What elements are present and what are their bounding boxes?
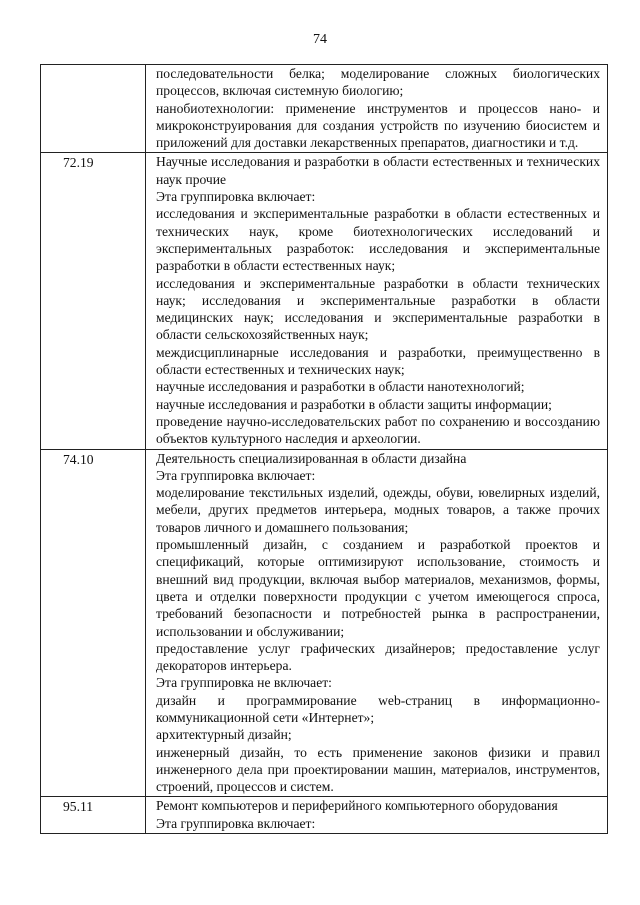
page-number: 74	[313, 32, 327, 47]
row-description	[146, 797, 608, 834]
description-line: предоставление услуг графических дизайнеров; предоставление услуг декораторов интерьера.	[156, 640, 600, 674]
row-description	[146, 65, 608, 153]
description-line: научные исследования и разработки в области нанотехнологий;	[156, 379, 525, 395]
description-line: междисциплинарные исследования и разработки, преимущественно в области естественных и технических наук;	[156, 344, 600, 378]
table-row	[41, 153, 608, 449]
row-code: 74.10	[41, 449, 146, 797]
description-line: Эта группировка включает:	[156, 815, 316, 831]
description-line: Научные исследования и разработки в области естественных и технических наук прочие	[156, 154, 600, 187]
table-row	[41, 797, 608, 834]
table-row	[41, 65, 608, 153]
description-line: Деятельность специализированная в области дизайна	[156, 450, 467, 466]
description-line: Эта группировка включает:	[156, 189, 316, 205]
description-line: промышленный дизайн, с созданием и разработкой проектов и спецификаций, которые оптимизируют использование, стоимость и внешний вид продукции, включая выбор материалов, механизмов, формы, цвета и отделки поверхности продукции с учетом имеющегося спроса, требований безопасности и потребностей рынка в распространении, использовании и обслуживании;	[156, 537, 600, 639]
description-line: последовательности белка; моделирование сложных биологических процессов, включая системную биологию;	[156, 66, 600, 99]
description-line: моделирование текстильных изделий, одежды, обуви, ювелирных изделий, мебели, других предметов интерьера, модных товаров, а также прочих товаров личного и домашнего пользования;	[156, 485, 600, 535]
description-line: дизайн и программирование web-страниц в информационно-коммуникационной сети «Интернет»;	[156, 692, 600, 725]
description-line: Эта группировка включает:	[156, 467, 316, 483]
row-description	[146, 153, 608, 449]
table-row	[41, 449, 608, 797]
row-code	[41, 65, 146, 153]
description-line: нанобиотехнологии: применение инструментов и процессов нано- и микроконструирования для создания устройств по изучению биосистем и приложений для доставки лекарственных препаратов, диагностики и т.д.	[156, 100, 600, 151]
description-line: исследования и экспериментальные разработки в области технических наук; исследования и экспериментальные разработки в области медицинских наук; исследования и экспериментальные разработки в области сельскохозяйственных наук;	[156, 275, 600, 343]
row-code: 72.19	[41, 153, 146, 449]
description-line: архитектурный дизайн;	[156, 727, 292, 743]
classification-table	[40, 64, 608, 834]
description-line: Эта группировка не включает:	[156, 675, 332, 691]
row-description	[146, 449, 608, 797]
row-code: 95.11	[41, 797, 146, 834]
description-line: инженерный дизайн, то есть применение законов физики и правил инженерного дела при проектировании машин, материалов, инструментов, строений, процессов и систем.	[156, 744, 600, 795]
description-line: проведение научно-исследовательских работ по сохранению и воссозданию объектов культурного наследия и археологии.	[156, 413, 600, 447]
description-line: Ремонт компьютеров и периферийного компьютерного оборудования	[156, 798, 558, 814]
description-line: научные исследования и разработки в области защиты информации;	[156, 396, 552, 412]
description-line: исследования и экспериментальные разработки в области естественных и технических наук, кроме биотехнологических исследований и экспериментальных разработок: исследования и экспериментальные разработки в области естественных наук;	[156, 206, 600, 274]
